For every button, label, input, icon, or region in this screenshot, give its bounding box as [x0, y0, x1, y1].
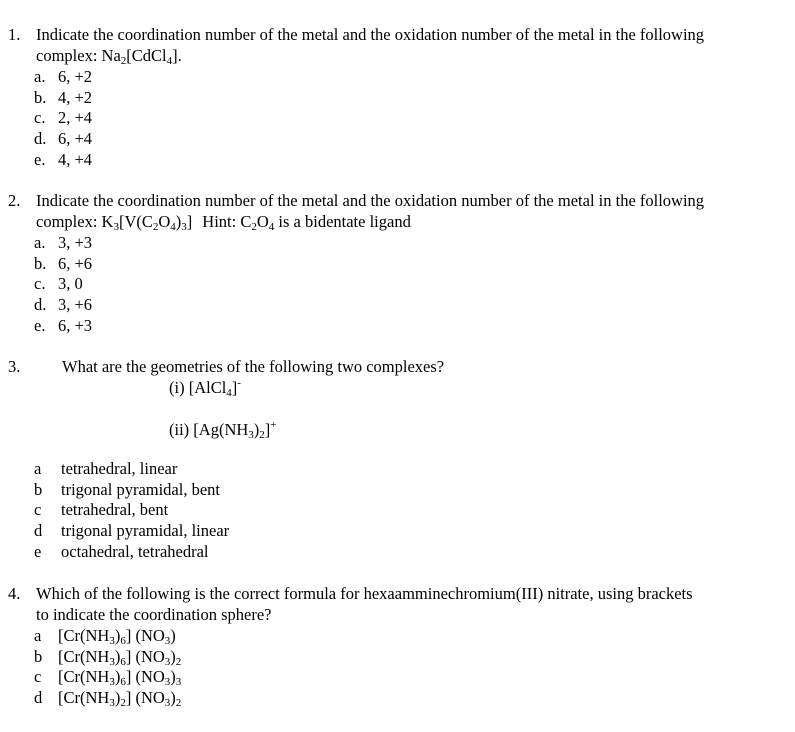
- question-number: 3.: [8, 357, 21, 376]
- option-a[interactable]: a $[Cr(NH_3)_6]$ $(NO_3)$: [34, 626, 176, 647]
- stem-line: Which of the following is the correct formula for hexaamminechromium(III) nitrate, using brackets: [36, 584, 693, 603]
- option-a[interactable]: a. 3, +3: [34, 233, 93, 252]
- options-list: [34, 233, 92, 336]
- option-d[interactable]: d. 3, +6: [34, 295, 93, 315]
- option-d[interactable]: d $[Cr(NH_3)_2]$ $(NO_3)_2$: [34, 688, 182, 710]
- question-stem: [36, 584, 776, 625]
- question-stem: What are the geometries of the following two complexes?: [62, 357, 445, 376]
- stem-line: Indicate the coordination number of the metal and the oxidation number of the metal in the following: [36, 191, 705, 210]
- option-b[interactable]: b $[Cr(NH_3)_6]$ $(NO_3)_2$: [34, 646, 182, 668]
- option-c[interactable]: c $[Cr(NH_3)_6]$ $(NO_3)_3$: [34, 667, 182, 689]
- options-list: [34, 67, 92, 170]
- option-b[interactable]: b. 4, +2: [34, 87, 93, 107]
- options-list: [34, 626, 181, 709]
- option-e[interactable]: e. 6, +3: [34, 315, 93, 335]
- question-number: 1.: [8, 25, 21, 44]
- question-stem: [36, 191, 776, 232]
- complex-1: (i) [AlCl$_4$]-: [169, 377, 241, 399]
- stem-line: Indicate the coordination number of the metal and the oxidation number of the metal in the following: [36, 25, 705, 44]
- option-d[interactable]: d trigonal pyramidal, linear: [34, 521, 230, 541]
- options-list: [34, 459, 229, 562]
- option-b[interactable]: b trigonal pyramidal, bent: [34, 479, 220, 499]
- question-number: 2.: [8, 191, 21, 210]
- option-c[interactable]: c tetrahedral, bent: [34, 500, 169, 520]
- option-a[interactable]: a. 6, +2: [34, 67, 93, 86]
- stem-line: to indicate the coordination sphere?: [36, 604, 272, 624]
- option-e[interactable]: e. 4, +4: [34, 149, 93, 169]
- option-b[interactable]: b. 6, +6: [34, 253, 93, 273]
- option-a[interactable]: a tetrahedral, linear: [34, 459, 178, 478]
- option-e[interactable]: e octahedral, tetrahedral: [34, 541, 209, 561]
- question-stem: [36, 25, 776, 66]
- option-c[interactable]: c. 2, +4: [34, 108, 93, 128]
- question-number: 4.: [8, 584, 21, 603]
- stem-line: complex: $Na_2[CdCl_4]$.: [36, 45, 182, 67]
- complex-2: (ii) $[Ag(NH_3)_2]^+$: [169, 419, 277, 441]
- stem-line: complex: $K_3[V(C_2O_4)_3]$ Hint: $C_2O_4$ is a bidentate ligand: [36, 211, 411, 233]
- option-c[interactable]: c. 3, 0: [34, 274, 83, 294]
- option-d[interactable]: d. 6, +4: [34, 129, 93, 149]
